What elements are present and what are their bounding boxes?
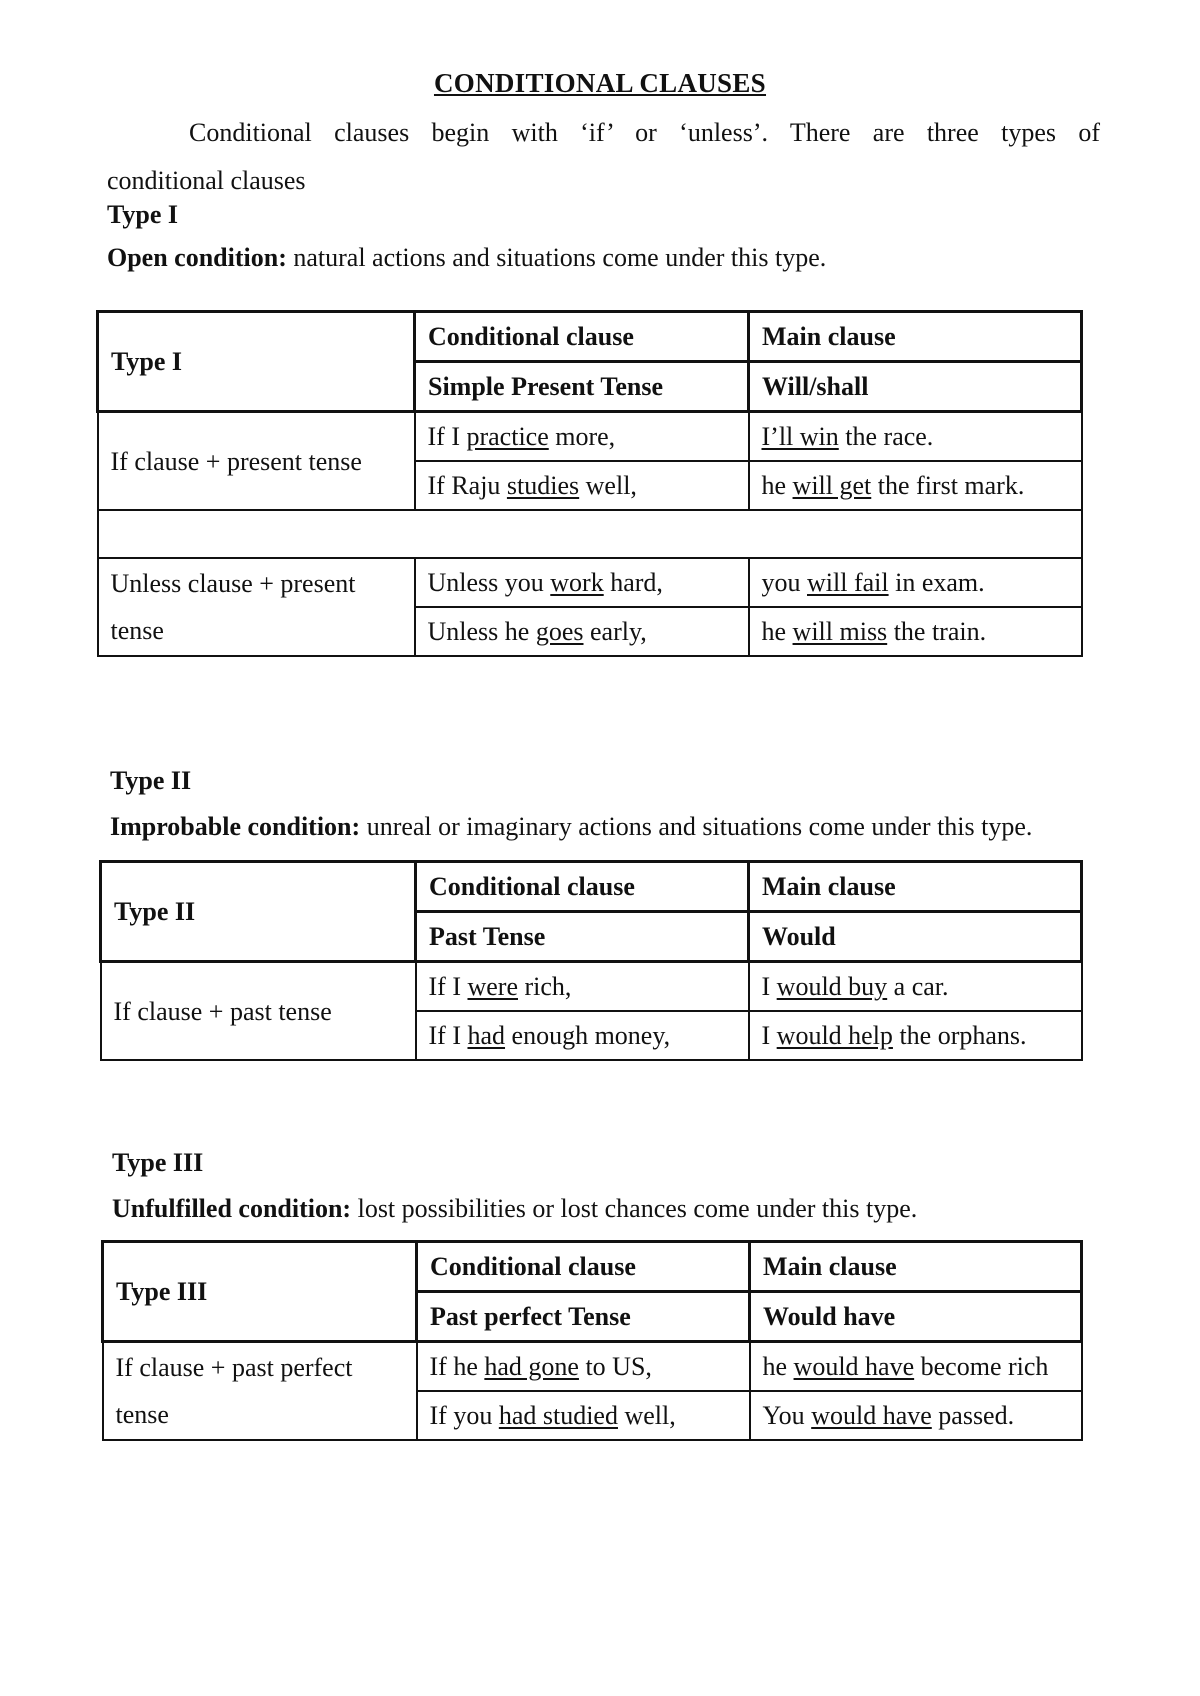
type-3-table <box>101 1240 1083 1441</box>
example-conditional-cell: If I had enough money, <box>416 1011 749 1060</box>
example-conditional-cell: Unless you work hard, <box>415 558 749 607</box>
example-conditional-cell: If I were rich, <box>416 962 749 1012</box>
type-1-description: Open condition: natural actions and situations come under this type. <box>107 243 827 272</box>
type-2-heading: Type II <box>110 766 192 795</box>
page-title: CONDITIONAL CLAUSES <box>433 68 767 98</box>
type-2-table <box>99 860 1083 1061</box>
table-spacer-row <box>98 510 1082 558</box>
example-main-cell: he will get the first mark. <box>749 461 1082 510</box>
main-clause-header: Main clause <box>749 312 1082 362</box>
example-main-cell: You would have passed. <box>750 1391 1082 1440</box>
type-1-table <box>96 310 1083 657</box>
example-main-cell: I would help the orphans. <box>749 1011 1082 1060</box>
intro-paragraph-line1: Conditional clauses begin with ‘if’ or ‘unless’. There are three types of <box>189 118 1100 147</box>
main-subheader: Would have <box>750 1292 1082 1342</box>
tense-subheader: Simple Present Tense <box>415 362 749 412</box>
group-label-if: If clause + present tense <box>98 412 415 511</box>
type-3-heading: Type III <box>112 1148 204 1177</box>
intro-paragraph-line2: conditional clauses <box>107 166 306 195</box>
conditional-clause-header: Conditional clause <box>415 312 749 362</box>
example-main-cell: I’ll win the race. <box>749 412 1082 462</box>
example-conditional-cell: If Raju studies well, <box>415 461 749 510</box>
example-conditional-cell: If you had studied well, <box>417 1391 750 1440</box>
main-clause-header: Main clause <box>749 862 1082 912</box>
tense-subheader: Past Tense <box>416 912 749 962</box>
example-main-cell: you will fail in exam. <box>749 558 1082 607</box>
type-3-description: Unfulfilled condition: lost possibilities or lost chances come under this type. <box>112 1194 918 1223</box>
conditional-clause-header: Conditional clause <box>417 1242 750 1292</box>
main-subheader: Would <box>749 912 1082 962</box>
example-main-cell: I would buy a car. <box>749 962 1082 1012</box>
type-1-heading: Type I <box>107 200 179 229</box>
type-1-label-cell: Type I <box>98 312 415 412</box>
conditional-clause-header: Conditional clause <box>416 862 749 912</box>
type-2-description: Improbable condition: unreal or imaginary actions and situations come under this type. <box>110 812 1033 841</box>
example-conditional-cell: Unless he goes early, <box>415 607 749 656</box>
group-label-if: If clause + past tense <box>101 962 416 1061</box>
main-subheader: Will/shall <box>749 362 1082 412</box>
group-label-if: If clause + past perfect tense <box>103 1342 417 1441</box>
example-conditional-cell: If I practice more, <box>415 412 749 462</box>
tense-subheader: Past perfect Tense <box>417 1292 750 1342</box>
example-main-cell: he would have become rich <box>750 1342 1082 1392</box>
type-2-label-cell: Type II <box>101 862 416 962</box>
example-main-cell: he will miss the train. <box>749 607 1082 656</box>
main-clause-header: Main clause <box>750 1242 1082 1292</box>
group-label-unless: Unless clause + present tense <box>98 558 415 656</box>
type-3-label-cell: Type III <box>103 1242 417 1342</box>
example-conditional-cell: If he had gone to US, <box>417 1342 750 1392</box>
